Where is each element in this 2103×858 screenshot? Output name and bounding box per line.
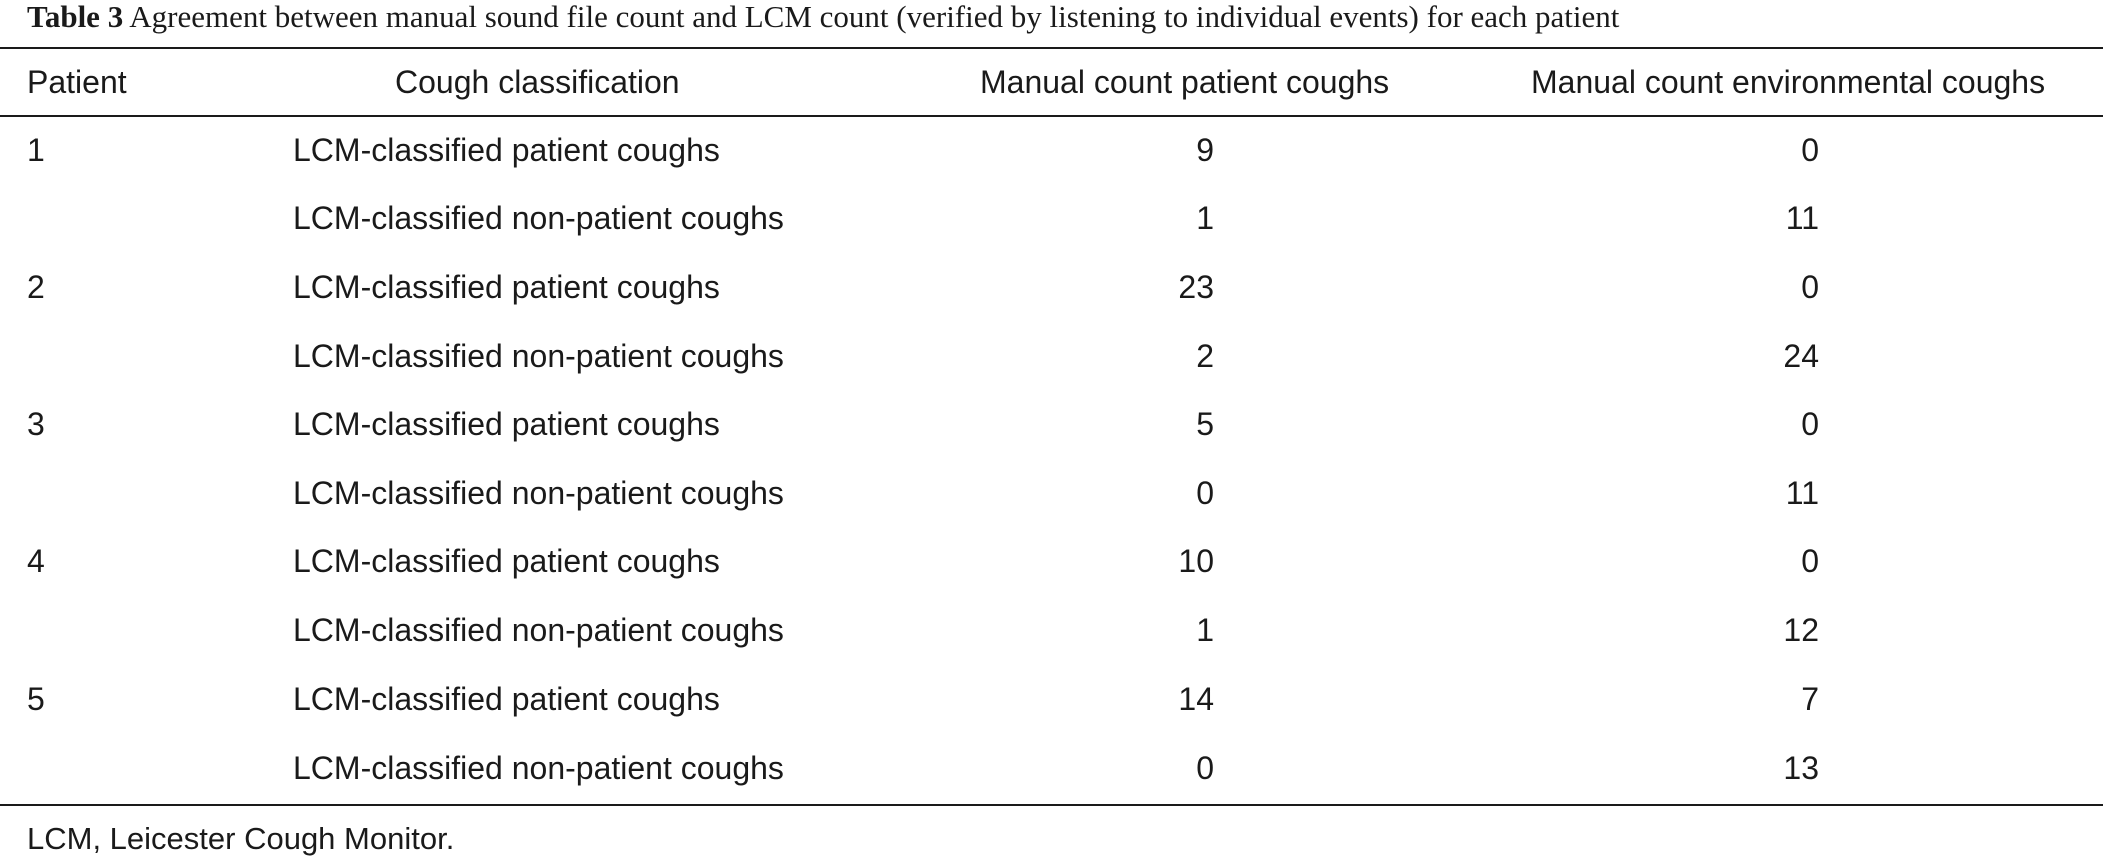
cell-cough-classification: LCM-classified patient coughs: [293, 406, 720, 442]
cell-cough-classification: LCM-classified non-patient coughs: [293, 338, 784, 374]
cell-manual-patient-coughs: 14: [1178, 681, 1214, 717]
cell-manual-environmental-coughs: 11: [1785, 475, 1819, 511]
cell-manual-patient-coughs: 2: [1196, 338, 1214, 374]
cell-patient: 4: [27, 543, 45, 579]
table-caption-text: Agreement between manual sound file count and LCM count (verified by listening to individual events) for each patient: [129, 0, 1620, 34]
cell-manual-patient-coughs: 0: [1196, 750, 1214, 786]
table-caption-label: Table 3: [27, 0, 124, 34]
cell-manual-environmental-coughs: 13: [1783, 750, 1819, 786]
cell-cough-classification: LCM-classified non-patient coughs: [293, 200, 784, 236]
cell-cough-classification: LCM-classified patient coughs: [293, 269, 720, 305]
cell-manual-environmental-coughs: 0: [1801, 543, 1819, 579]
cell-manual-environmental-coughs: 0: [1801, 269, 1819, 305]
cell-patient: 2: [27, 269, 45, 305]
table-bottom-rule: [0, 804, 2103, 806]
cell-cough-classification: LCM-classified patient coughs: [293, 681, 720, 717]
header-manual-patient-coughs: Manual count patient coughs: [980, 64, 1390, 100]
cell-manual-environmental-coughs: 11: [1785, 200, 1819, 236]
cell-patient: 5: [27, 681, 45, 717]
header-patient: Patient: [27, 64, 127, 100]
cell-manual-patient-coughs: 9: [1196, 132, 1214, 168]
cell-cough-classification: LCM-classified non-patient coughs: [293, 612, 784, 648]
table-top-rule: [0, 47, 2103, 49]
cell-manual-environmental-coughs: 12: [1783, 612, 1819, 648]
cell-cough-classification: LCM-classified patient coughs: [293, 132, 720, 168]
cell-manual-environmental-coughs: 0: [1801, 132, 1819, 168]
cell-patient: 3: [27, 406, 45, 442]
cell-manual-environmental-coughs: 0: [1801, 406, 1819, 442]
cell-manual-patient-coughs: 0: [1196, 475, 1214, 511]
header-cough-classification: Cough classification: [395, 64, 680, 100]
cell-cough-classification: LCM-classified patient coughs: [293, 543, 720, 579]
cell-manual-patient-coughs: 1: [1196, 612, 1214, 648]
cell-cough-classification: LCM-classified non-patient coughs: [293, 750, 784, 786]
cell-cough-classification: LCM-classified non-patient coughs: [293, 475, 784, 511]
cell-manual-patient-coughs: 1: [1196, 200, 1214, 236]
table-header-rule: [0, 115, 2103, 117]
cell-manual-environmental-coughs: 7: [1801, 681, 1819, 717]
cell-manual-environmental-coughs: 24: [1783, 338, 1819, 374]
cell-manual-patient-coughs: 5: [1196, 406, 1214, 442]
cell-manual-patient-coughs: 10: [1178, 543, 1214, 579]
table-footnote: LCM, Leicester Cough Monitor.: [27, 821, 455, 856]
cell-manual-patient-coughs: 23: [1178, 269, 1214, 305]
cell-patient: 1: [27, 132, 45, 168]
table-caption: [27, 0, 1619, 36]
header-manual-environmental-coughs: Manual count environmental coughs: [1531, 64, 2046, 100]
